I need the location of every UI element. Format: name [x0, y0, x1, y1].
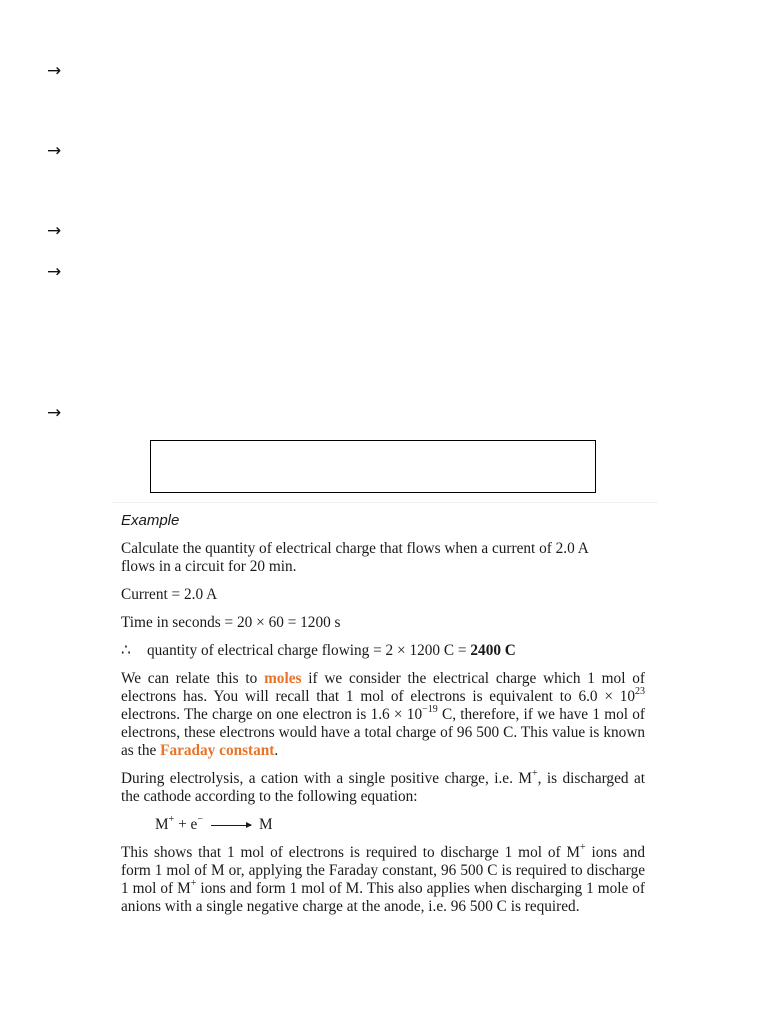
current-line: Current = 2.0 A — [121, 586, 218, 603]
arrow-bullet-icon: → — [47, 221, 62, 241]
charge-result-line — [121, 642, 645, 660]
arrow-bullet-icon: → — [47, 141, 62, 161]
therefore-symbol: ∴ — [121, 642, 131, 659]
electrolysis-paragraph: During electrolysis, a cation with a single positive charge, i.e. M+, is discharged at the cathode according to the following equation: — [121, 767, 645, 805]
arrow-bullet-icon: → — [47, 262, 62, 282]
arrow-bullet-icon: → — [47, 61, 62, 81]
time-line: Time in seconds = 20 × 60 = 1200 s — [121, 614, 341, 631]
section-divider — [112, 502, 658, 503]
example-question: Calculate the quantity of electrical charge that flows when a current of 2.0 A flows in a circuit for 20 min. — [121, 540, 589, 575]
charge-result: 2400 C — [470, 642, 516, 659]
reaction-arrow-icon — [211, 825, 251, 826]
empty-answer-box — [150, 440, 596, 493]
cathode-equation: M+ + e− M — [155, 813, 273, 833]
example-section — [121, 512, 645, 926]
moles-paragraph: We can relate this to moles if we consider the electrical charge which 1 mol of electrons has. You will recall that 1 mol of electrons is equivalent to $6.0 \times 10^{23}$ electrons. The charge on one electron is $1.6 \times 10^{-19}$ C, therefore, if we have 1 mol of electrons, these electrons would have a total charge of 96 500 C. This value is known as the Faraday constant. — [121, 670, 646, 759]
arrow-bullet-icon: → — [47, 403, 62, 423]
moles-term: moles — [264, 670, 302, 687]
faraday-constant-term: Faraday constant — [160, 742, 275, 759]
shows-paragraph: This shows that 1 mol of electrons is required to discharge 1 mol of M+ ions and form 1 mol of M or, applying the Faraday constant, 96 500 C is required to discharge 1 mol of M+ ions and form 1 mol of M. This also applies when discharging 1 mole of anions with a single negative charge at the anode, i.e. 96 500 C is required. — [121, 841, 646, 915]
example-heading: Example — [121, 512, 180, 529]
charge-text: quantity of electrical charge flowing = 2 × 1200 C = — [147, 642, 471, 659]
